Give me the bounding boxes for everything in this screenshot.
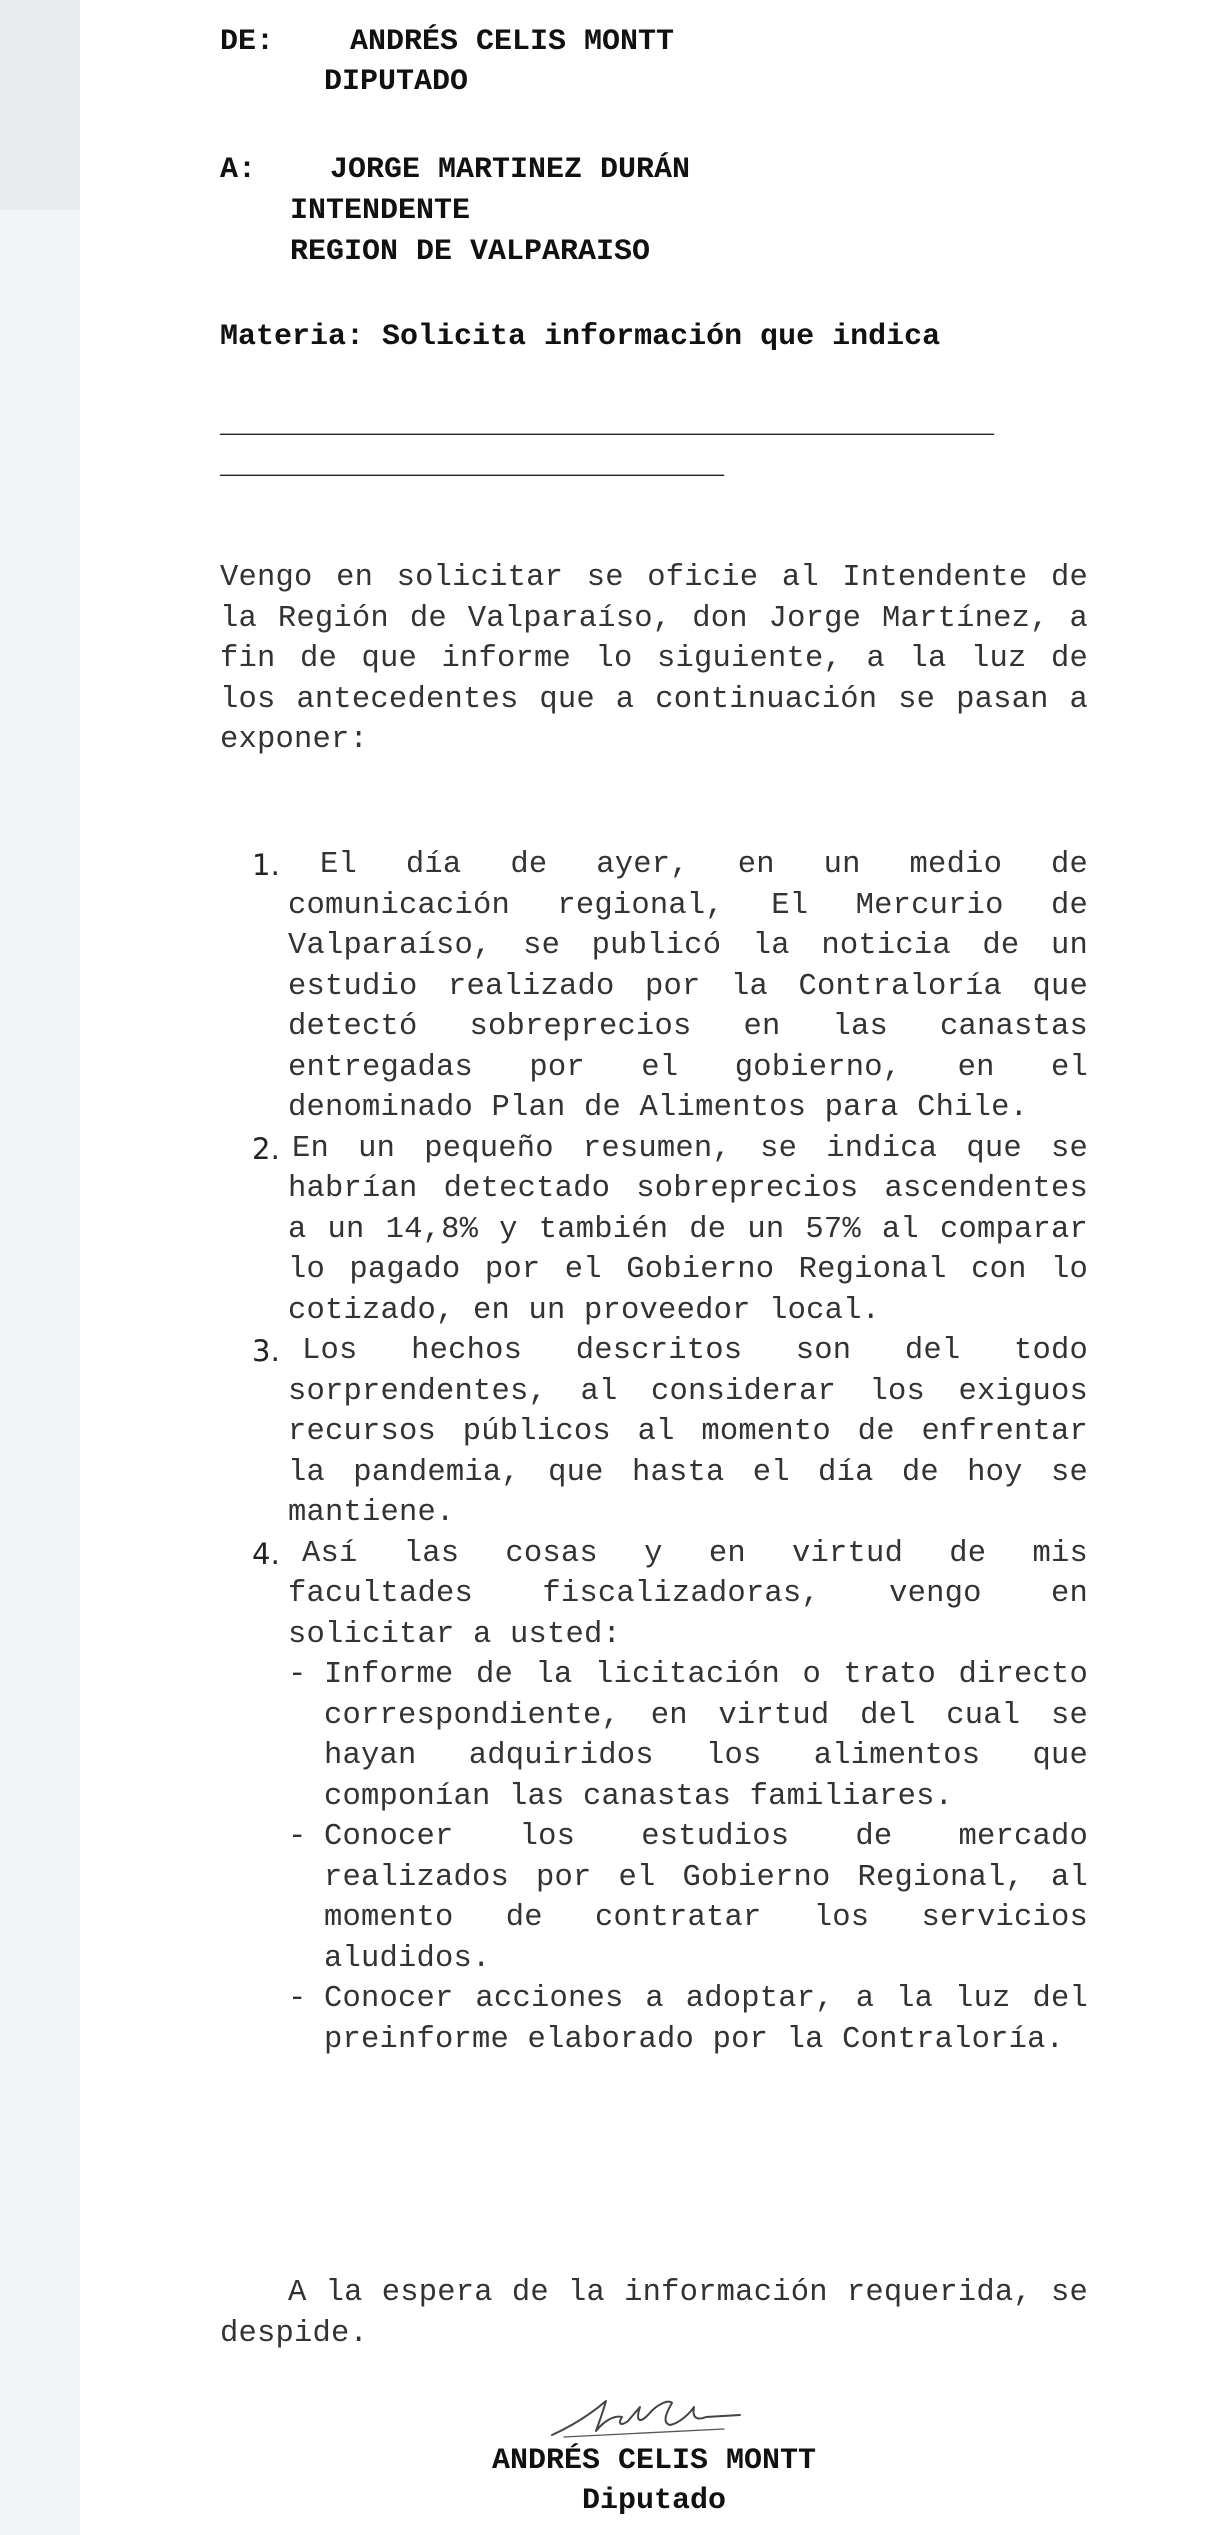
item-text: El día de ayer, en un medio de comunicación regional, El Mercurio de Valparaíso, se publicó la noticia de un estudio realizado por la Contraloría que detectó sobreprecios en las canastas entregadas por el gobierno, en el denominado Plan de Alimentos para Chile.: [288, 848, 1088, 1125]
sub-request-list: [220, 1655, 1088, 2060]
list-item: [220, 1331, 1088, 1534]
header-to: [220, 150, 691, 190]
dash-bullet: -: [288, 1658, 307, 1692]
subject-line: Materia: Solicita información que indica: [220, 320, 941, 354]
request-list: [220, 845, 1088, 2060]
signatory-title: Diputado: [581, 2484, 727, 2518]
item-text: Así las cosas y en virtud de mis facultades fiscalizadoras, vengo en solicitar a usted:: [288, 1536, 1088, 1652]
sub-item-text: Conocer los estudios de mercado realizados por el Gobierno Regional, al momento de contratar los servicios aludidos.: [324, 1820, 1088, 1976]
list-item: [220, 845, 1088, 1129]
item-text: En un pequeño resumen, se indica que se habrían detectado sobreprecios ascendentes a un 14,8% y también de un 57% al comparar lo pagado por el Gobierno Regional con lo cotizado, en un proveedor local.: [288, 1131, 1088, 1328]
signatory-name: ANDRÉS CELIS MONTT: [491, 2444, 817, 2478]
item-number: 4.: [252, 1536, 281, 1571]
to-region: REGION DE VALPARAISO: [290, 235, 651, 269]
item-text: Los hechos descritos son del todo sorprendentes, al considerar los exiguos recursos públicos al momento de enfrentar la pandemia, que hasta el día de hoy se mantiene.: [288, 1334, 1088, 1530]
intro-paragraph: Vengo en solicitar se oficie al Intendente de la Región de Valparaíso, don Jorge Martínez, a fin de que informe lo siguiente, a la luz de los antecedentes que a continuación se pasan a exponer:: [220, 561, 1088, 757]
dash-bullet: -: [288, 1982, 307, 2016]
signature-block: [220, 2395, 1088, 2521]
sub-item-text: Informe de la licitación o trato directo correspondiente, en virtud del cual se hayan adquiridos los alimentos que componían las canastas familiares.: [324, 1658, 1088, 1814]
sub-item-text: Conocer acciones a adoptar, a la luz del preinforme elaborado por la Contraloría.: [324, 1982, 1088, 2057]
to-title: INTENDENTE: [290, 194, 471, 228]
sub-list-item: [220, 1655, 1088, 1817]
left-gutter: [0, 0, 80, 2535]
sub-list-item: [220, 1817, 1088, 1979]
item-number: 1.: [252, 848, 281, 882]
left-gutter-shade: [0, 0, 80, 210]
from-label: DE:: [220, 25, 275, 59]
sub-list-item: [220, 1979, 1088, 2060]
item-number: 2.: [252, 1131, 281, 1166]
list-item: [220, 1534, 1088, 2061]
from-name: ANDRÉS CELIS MONTT: [350, 25, 675, 59]
to-label: A:: [220, 153, 257, 187]
list-item: [220, 1129, 1088, 1332]
item-number: 3.: [252, 1334, 281, 1368]
dash-bullet: -: [288, 1820, 307, 1854]
separator-line-2: ____________________________: [220, 449, 725, 483]
header-from: [220, 22, 675, 62]
from-title: DIPUTADO: [324, 65, 469, 99]
to-name: JORGE MARTINEZ DURÁN: [330, 153, 691, 187]
handwritten-signature: [544, 2395, 764, 2441]
closing-paragraph: A la espera de la información requerida, se despide.: [220, 2276, 1088, 2351]
separator-line-1: ___________________________________________: [220, 408, 995, 442]
